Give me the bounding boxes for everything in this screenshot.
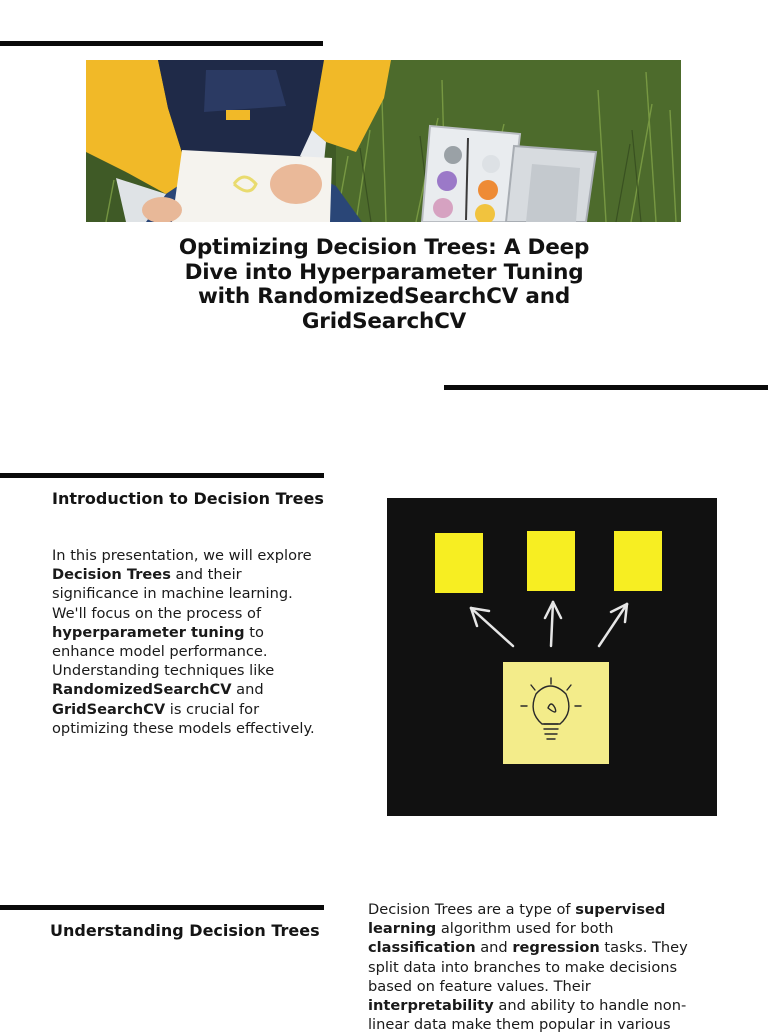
text-run: to enhance model performance. Understanding techniques like bbox=[52, 623, 275, 680]
text-run: and their significance in machine learning. We'll focus on the process of bbox=[52, 566, 293, 622]
page-title bbox=[150, 236, 618, 334]
intro-heading: Introduction to Decision Trees bbox=[52, 489, 324, 508]
intro-rule bbox=[0, 473, 324, 478]
text-run: and ability to handle non-linear data make them popular in various bbox=[368, 997, 687, 1034]
idea-sticky-note bbox=[503, 662, 609, 764]
bold-term: RandomizedSearchCV bbox=[52, 681, 232, 699]
understanding-paragraph bbox=[368, 900, 710, 1034]
bold-term: classification bbox=[368, 939, 476, 957]
hero-photo bbox=[86, 60, 681, 222]
text-run: and bbox=[231, 681, 264, 699]
text-run: tasks. They split data into branches to make decisions based on feature values. Their bbox=[368, 939, 688, 995]
bold-term: hyperparameter tuning bbox=[52, 623, 245, 641]
text-run: In this presentation, we will explore bbox=[52, 547, 312, 564]
text-run: is crucial for optimizing these models effectively. bbox=[52, 700, 315, 737]
understanding-heading: Understanding Decision Trees bbox=[50, 921, 320, 940]
title-line-3: with RandomizedSearchCV and bbox=[197, 284, 571, 309]
intro-paragraph bbox=[52, 546, 324, 738]
text-run: and bbox=[475, 939, 513, 957]
understanding-rule bbox=[0, 905, 324, 910]
bold-term: supervised learning bbox=[368, 901, 666, 938]
sticky-note bbox=[527, 531, 575, 591]
text-run: Decision Trees are a type of bbox=[368, 901, 576, 918]
sticky-notes-illustration bbox=[387, 498, 717, 816]
bold-term: interpretability bbox=[368, 997, 494, 1015]
bold-term: regression bbox=[512, 939, 600, 957]
title-line-4: GridSearchCV bbox=[301, 308, 467, 334]
hero-photo-illustration bbox=[86, 60, 681, 222]
title-right-rule bbox=[444, 385, 768, 390]
bold-term: Decision Trees bbox=[52, 566, 171, 584]
title-line-2: Dive into Hyperparameter Tuning bbox=[184, 259, 584, 285]
bold-term: GridSearchCV bbox=[52, 700, 166, 718]
top-left-rule bbox=[0, 41, 323, 46]
title-line-1: Optimizing Decision Trees: A Deep bbox=[178, 235, 590, 260]
sticky-note bbox=[614, 531, 662, 591]
sticky-note bbox=[435, 533, 483, 593]
text-run: algorithm used for both bbox=[436, 920, 614, 938]
sticky-notes-idea-photo bbox=[387, 498, 717, 816]
